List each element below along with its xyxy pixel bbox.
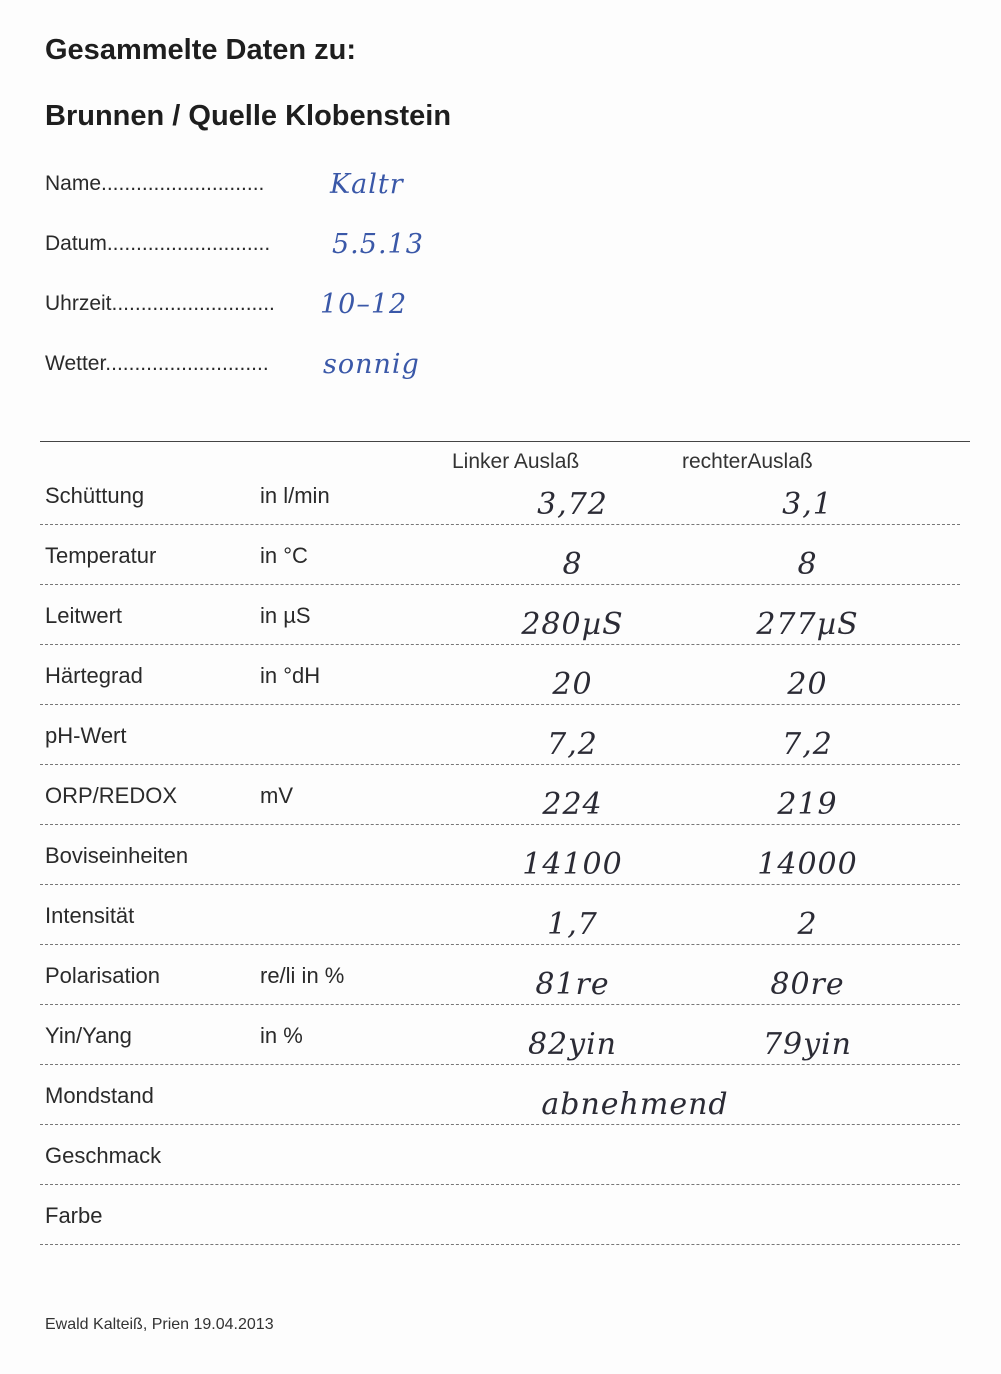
table-row-ph-wert (40, 705, 960, 765)
left-value: 20 (552, 667, 593, 702)
row-unit: mV (260, 783, 293, 808)
row-label: Intensität (45, 903, 135, 928)
left-value: 8 (562, 547, 583, 582)
row-unit: re/li in % (260, 963, 345, 988)
right-value: 219 (777, 787, 838, 822)
footer-credit: Ewald Kalteiß, Prien 19.04.2013 (45, 1316, 274, 1333)
left-value: 3,72 (537, 487, 608, 522)
table-row-farbe (40, 1185, 960, 1245)
table-row-leitwert (40, 585, 960, 645)
date-label: Datum............................ (45, 232, 271, 255)
page-title: Gesammelte Daten zu: (45, 34, 357, 66)
page-subtitle: Brunnen / Quelle Klobenstein (45, 100, 452, 132)
right-value: 8 (797, 547, 818, 582)
left-value: 82yin (527, 1027, 618, 1062)
table-row-orp-redox (40, 765, 960, 825)
table-row-geschmack (40, 1125, 960, 1185)
time-field (45, 282, 565, 322)
table-row-boviseinheiten (40, 825, 960, 885)
right-value: 277µS (756, 607, 859, 642)
table-row-schuettung (40, 465, 960, 525)
row-label: ORP/REDOX (45, 783, 178, 808)
weather-label: Wetter............................ (45, 352, 269, 375)
right-value: 2 (797, 907, 818, 942)
weather-value: sonnig (323, 349, 420, 380)
time-label: Uhrzeit............................ (45, 292, 275, 315)
right-value: 80re (770, 967, 845, 1002)
left-value: 224 (542, 787, 603, 822)
row-label: pH-Wert (45, 723, 127, 748)
weather-field (45, 342, 565, 382)
table-row-haertegrad (40, 645, 960, 705)
row-label: Leitwert (45, 603, 123, 628)
table-row-mondstand (40, 1065, 960, 1125)
table-row-polarisation (40, 945, 960, 1005)
row-divider (40, 1244, 960, 1245)
row-unit: in % (260, 1023, 303, 1048)
left-value: 280µS (521, 607, 624, 642)
left-value: 7,2 (547, 727, 598, 762)
row-label: Temperatur (45, 543, 157, 568)
column-header-left: Linker Auslaß (452, 450, 580, 473)
row-label: Härtegrad (45, 663, 143, 688)
row-unit: in °dH (260, 663, 321, 688)
time-value: 10–12 (320, 289, 408, 320)
left-value: 14100 (522, 847, 623, 882)
row-label: Boviseinheiten (45, 843, 189, 868)
row-unit: in l/min (260, 483, 330, 508)
date-field (45, 222, 565, 262)
column-header-right: rechterAuslaß (682, 450, 813, 473)
row-label: Farbe (45, 1203, 103, 1228)
row-label: Yin/Yang (45, 1023, 132, 1048)
row-label: Schüttung (45, 483, 145, 508)
right-value: 79yin (762, 1027, 853, 1062)
left-value: 1,7 (547, 907, 598, 942)
section-divider (40, 441, 970, 442)
left-value: 81re (535, 967, 610, 1002)
row-unit: in µS (260, 603, 311, 628)
row-unit: in °C (260, 543, 308, 568)
right-value: 7,2 (782, 727, 833, 762)
right-value: 20 (787, 667, 828, 702)
table-row-yin-yang (40, 1005, 960, 1065)
table-row-temperatur (40, 525, 960, 585)
row-label: Geschmack (45, 1143, 162, 1168)
name-value: Kaltr (330, 169, 404, 200)
row-label: Polarisation (45, 963, 160, 988)
span-value: abnehmend (541, 1087, 729, 1122)
right-value: 14000 (757, 847, 858, 882)
name-label: Name............................ (45, 172, 265, 195)
name-field (45, 162, 565, 202)
right-value: 3,1 (782, 487, 833, 522)
row-label: Mondstand (45, 1083, 154, 1108)
table-row-intensitaet (40, 885, 960, 945)
date-value: 5.5.13 (332, 229, 424, 260)
